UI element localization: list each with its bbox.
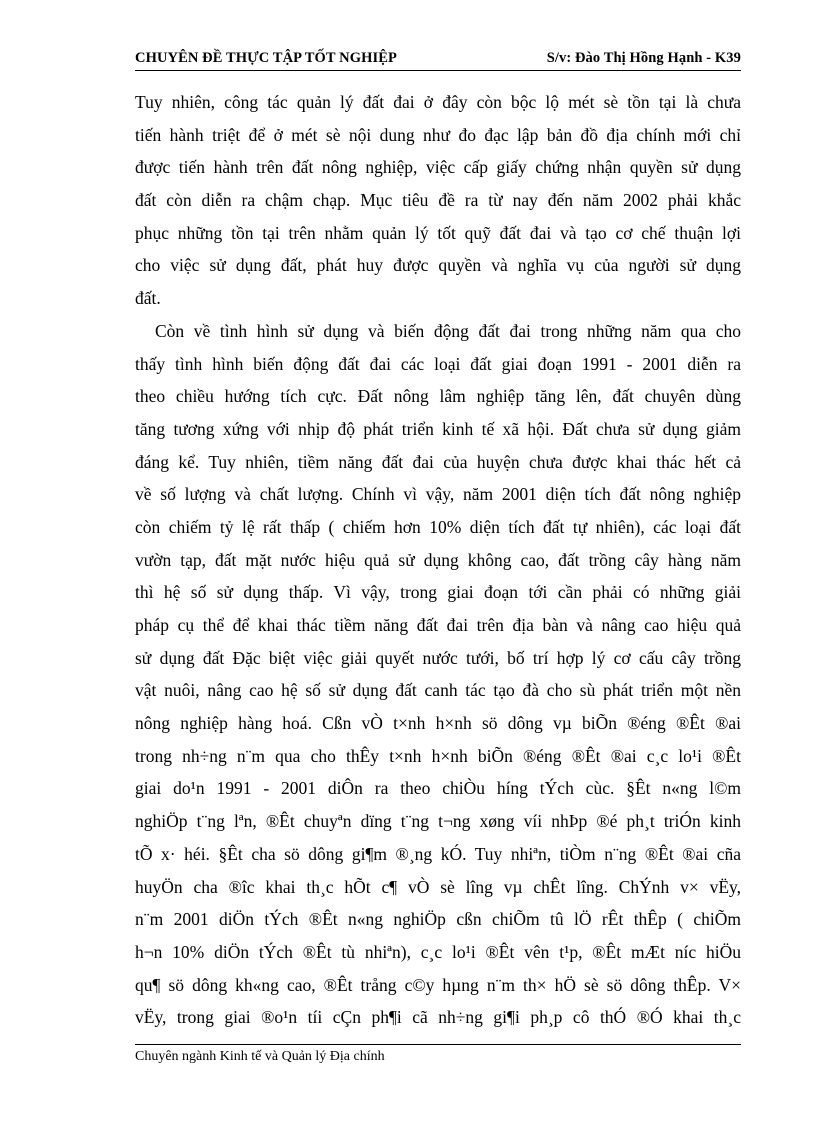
text-line: theo chiều hướng tích cực. Đất nông lâm nghiệp tăng lên, đất chuyên dùng (135, 386, 741, 407)
text-line: đất. (135, 288, 161, 309)
text-line: thì hệ số sử dụng thấp. Vì vậy, trong giai đoạn tới cần phải có những giải (135, 582, 741, 603)
header-title: CHUYÊN ĐỀ THỰC TẬP TỐT NGHIỆP (135, 50, 397, 66)
text-line: vËy, trong giai ®o¹n tíi cÇn ph¶i cã nh÷ng gi¶i ph¸p cô thÓ ®Ó khai th¸c (135, 1007, 741, 1028)
text-line: vật nuôi, nâng cao hệ số sử dụng đất canh tác tạo đà cho sù phát triển một nền (135, 680, 741, 701)
text-line: sử dụng đất Đặc biệt việc giải quyết nước tưới, bố trí hợp lý cơ cấu cây trồng (135, 647, 741, 668)
text-line: được tiến hành trên đất nông nghiệp, việc cấp giấy chứng nhận quyền sử dụng (135, 157, 741, 178)
text-line: còn chiếm tỷ lệ rất thấp ( chiếm hơn 10% diện tích đất tự nhiên), các loại đất (135, 516, 741, 537)
text-line: vườn tạp, đất mặt nước hiệu quả sử dụng không cao, đất trồng cây hàng năm (135, 549, 741, 570)
text-line: đất còn diễn ra chậm chạp. Mục tiêu đề ra từ nay đến năm 2002 phải khắc (135, 190, 741, 211)
text-line: huyÖn cha ®îc khai th¸c hÕt c¶ vÒ sè lîng vµ chÊt lîng. ChÝnh v× vËy, (135, 876, 741, 897)
footer-rule (135, 1044, 741, 1045)
text-line: tÕ x· héi. §Êt cha sö dông gi¶m ®¸ng kÓ. Tuy nhiªn, tiÒm n¨ng ®Êt ®ai cña (135, 843, 741, 864)
text-line: nghiÖp t¨ng lªn, ®Êt chuyªn dïng t¨ng t¬ng xøng víi nhÞp ®é ph¸t triÓn kinh (135, 811, 741, 832)
header-author: S/v: Đào Thị Hồng Hạnh - K39 (546, 50, 741, 66)
text-line: giai do¹n 1991 - 2001 diÔn ra theo chiÒu híng tÝch cùc. §Êt n«ng l©m (135, 778, 741, 799)
text-line: n¨m 2001 diÖn tÝch ®Êt n«ng nghiÖp cßn chiÕm tû lÖ rÊt thÊp ( chiÕm (135, 909, 741, 930)
page-header (135, 48, 741, 71)
text-line: nông nghiệp hàng hoá. Cßn vÒ t×nh h×nh sö dông vµ biÕn ®éng ®Êt ®ai (135, 713, 741, 734)
text-line: tăng tương xứng với nhịp độ phát triển kinh tế xã hội. Đất chưa sử dụng giảm (135, 418, 741, 439)
text-line: đáng kể. Tuy nhiên, tiềm năng đất đai của huyện chưa được khai thác hết cả (135, 451, 741, 472)
text-line: phục những tồn tại trên nhằm quản lý tốt quỹ đất đai và tạo cơ chế thuận lợi (135, 222, 741, 243)
text-line: Còn về tình hình sử dụng và biến động đất đai trong những năm qua cho (155, 320, 741, 341)
text-line: qu¶ sö dông kh«ng cao, ®Êt trång c©y hµng n¨m th× hÖ sè sö dông thÊp. V× (135, 974, 741, 995)
body-text (135, 86, 741, 1034)
text-line: trong nh÷ng n¨m qua cho thÊy t×nh h×nh biÕn ®éng ®Êt ®ai c¸c lo¹i ®Êt (135, 745, 741, 766)
text-line: Tuy nhiên, công tác quản lý đất đai ở đây còn bộc lộ mét sè tồn tại là chưa (135, 92, 741, 112)
text-line: tiến hành triệt để ở mét sè nội dung như đo đạc lập bản đồ địa chính mới chỉ (135, 124, 741, 145)
text-line: cho việc sử dụng đất, phát huy được quyền và nghĩa vụ của người sử dụng (135, 255, 741, 276)
text-line: về số lượng và chất lượng. Chính vì vậy, năm 2001 diện tích đất nông nghiệp (135, 484, 741, 505)
text-line: thấy tình hình biến động đất đai các loại đất giai đoạn 1991 - 2001 diễn ra (135, 353, 741, 374)
text-line: pháp cụ thể để khai thác tiềm năng đất đai trên địa bàn và nâng cao hiệu quả (135, 615, 741, 635)
text-line: h¬n 10% diÖn tÝch ®Êt tù nhiªn), c¸c lo¹i ®Êt vên t¹p, ®Êt mÆt níc hiÖu (135, 941, 741, 962)
page-footer: Chuyên ngành Kinh tế và Quản lý Địa chính (135, 1049, 385, 1064)
